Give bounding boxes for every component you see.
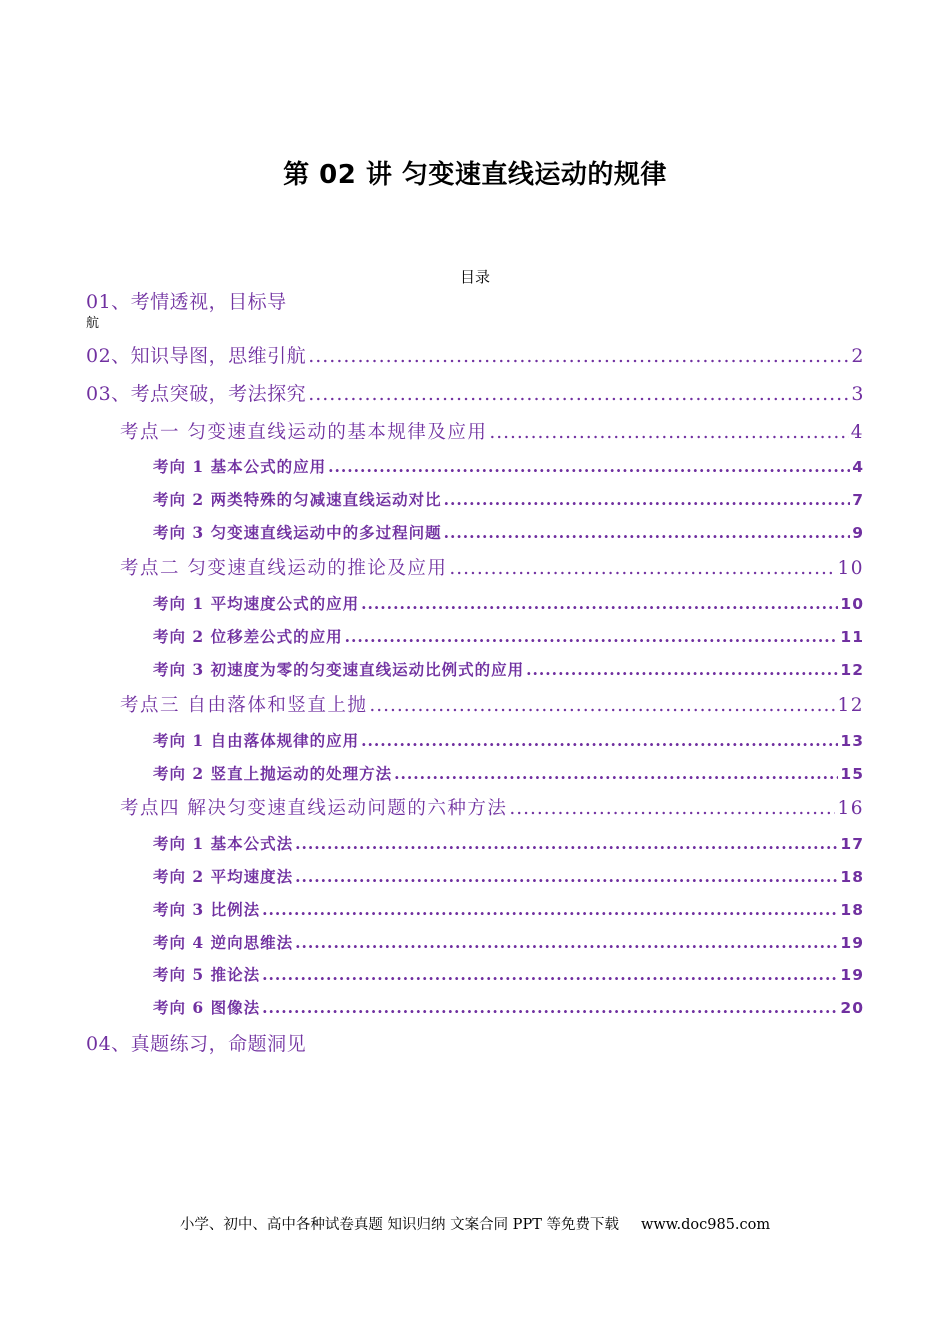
toc-entry-label: 考向 1 自由落体规律的应用: [153, 731, 360, 750]
footer-url[interactable]: www.doc985.com: [640, 1217, 771, 1233]
toc-entry-label: 考向 1 基本公式的应用: [153, 457, 327, 476]
toc-heading: 目录: [459, 268, 490, 286]
toc-entry-page: 19: [840, 934, 864, 952]
toc-leader-dots: [262, 998, 838, 1017]
toc-first-wrap: 航: [86, 316, 100, 331]
toc-entry[interactable]: [153, 996, 864, 1018]
toc-entry[interactable]: [153, 832, 864, 854]
toc-entry-label: 考向 2 位移差公式的应用: [153, 627, 343, 646]
toc-entry-page: 13: [840, 732, 864, 750]
toc-entry[interactable]: [153, 729, 864, 751]
toc-entry-page: 16: [837, 798, 864, 819]
toc-entry-page: 4: [850, 422, 864, 443]
toc-entry-page: 19: [840, 966, 864, 984]
toc-entry-label: 02、知识导图，思维引航: [86, 345, 307, 367]
toc-entry-page: 18: [840, 868, 864, 886]
toc-entry-page: 4: [852, 458, 864, 476]
toc-entry[interactable]: [153, 865, 864, 887]
toc-entry-label: 考点二 匀变速直线运动的推论及应用: [120, 558, 448, 579]
toc-entry-page: 18: [840, 901, 864, 919]
toc-leader-dots: [526, 660, 838, 679]
toc-entry-label: 考向 1 基本公式法: [153, 834, 294, 853]
toc-entry-label: 考向 2 平均速度法: [153, 867, 294, 886]
toc-entry[interactable]: [86, 341, 864, 368]
toc-entry-page: 11: [840, 628, 864, 646]
toc-entry[interactable]: [153, 488, 864, 510]
toc-leader-dots: [509, 798, 835, 819]
toc-entry-page: 20: [840, 999, 864, 1017]
footer: [0, 1213, 950, 1234]
toc-entry[interactable]: [86, 287, 864, 314]
page-title: 第 02 讲 匀变速直线运动的规律: [283, 160, 667, 190]
toc-leader-dots: [328, 457, 850, 476]
toc-leader-dots: [394, 764, 838, 783]
toc-entry-label: 考向 6 图像法: [153, 998, 261, 1017]
toc-entry-label: 03、考点突破，考法探究: [86, 383, 307, 405]
toc-entry[interactable]: [120, 554, 864, 580]
toc-entry-label: 考向 3 初速度为零的匀变速直线运动比例式的应用: [153, 660, 525, 679]
toc-entry-label: 考向 3 比例法: [153, 900, 261, 919]
toc-entry-label: 考点一 匀变速直线运动的基本规律及应用: [120, 422, 488, 443]
toc-entry[interactable]: [153, 521, 864, 543]
footer-text: 小学、初中、高中各种试卷真题 知识归纳 文案合同 PPT 等免费下载: [179, 1217, 619, 1233]
toc-entry-label: 考向 2 两类特殊的匀减速直线运动对比: [153, 490, 442, 509]
toc-entry[interactable]: [153, 898, 864, 920]
toc-leader-dots: [308, 383, 849, 405]
toc-entry-page: 2: [851, 345, 864, 367]
toc-leader-dots: [262, 965, 838, 984]
toc-entry-label: 04、真题练习，命题洞见: [86, 1033, 307, 1055]
toc-leader-dots: [308, 345, 849, 367]
toc-entry-page: 15: [840, 765, 864, 783]
toc-entry[interactable]: [153, 658, 864, 680]
toc-leader-dots: [449, 558, 835, 579]
toc-entry-label: 考向 4 逆向思维法: [153, 933, 294, 952]
toc-entry-page: 9: [852, 524, 864, 542]
toc-entry-label: 考点三 自由落体和竖直上抛: [120, 695, 368, 716]
toc-leader-dots: [295, 933, 838, 952]
toc-leader-dots: [489, 422, 848, 443]
toc-entry[interactable]: [120, 794, 864, 820]
toc-entry-page: 3: [851, 383, 864, 405]
toc-leader-dots: [295, 867, 838, 886]
toc-entry[interactable]: [153, 592, 864, 614]
toc-entry[interactable]: [153, 455, 864, 477]
toc-leader-dots: [262, 900, 838, 919]
toc-leader-dots: [361, 731, 838, 750]
toc-entry[interactable]: [86, 1029, 864, 1056]
toc-entry-label: 考向 5 推论法: [153, 965, 261, 984]
toc-entry-label: 考点四 解决匀变速直线运动问题的六种方法: [120, 798, 508, 819]
toc-entry-page: 12: [840, 661, 864, 679]
toc-entry-page: 10: [840, 595, 864, 613]
toc-entry-label: 考向 1 平均速度公式的应用: [153, 594, 360, 613]
toc-leader-dots: [369, 695, 835, 716]
toc-entry[interactable]: [120, 418, 864, 444]
toc-entry[interactable]: [153, 931, 864, 953]
toc-leader-dots: [361, 594, 838, 613]
toc-entry-label: 考向 3 匀变速直线运动中的多过程问题: [153, 523, 442, 542]
toc-entry[interactable]: [120, 691, 864, 717]
toc-entry[interactable]: [153, 625, 864, 647]
toc-entry-page: 7: [852, 491, 864, 509]
toc-entry-label: 01、考情透视，目标导: [86, 291, 287, 313]
toc-leader-dots: [444, 490, 851, 509]
toc-leader-dots: [295, 834, 838, 853]
toc-entry[interactable]: [86, 379, 864, 406]
toc-entry-page: 10: [837, 558, 864, 579]
toc-entry[interactable]: [153, 762, 864, 784]
toc-leader-dots: [444, 523, 851, 542]
toc-entry-page: 12: [837, 695, 864, 716]
toc-entry[interactable]: [153, 963, 864, 985]
toc-entry-label: 考向 2 竖直上抛运动的处理方法: [153, 764, 393, 783]
toc-leader-dots: [345, 627, 839, 646]
toc-entry-page: 17: [840, 835, 864, 853]
